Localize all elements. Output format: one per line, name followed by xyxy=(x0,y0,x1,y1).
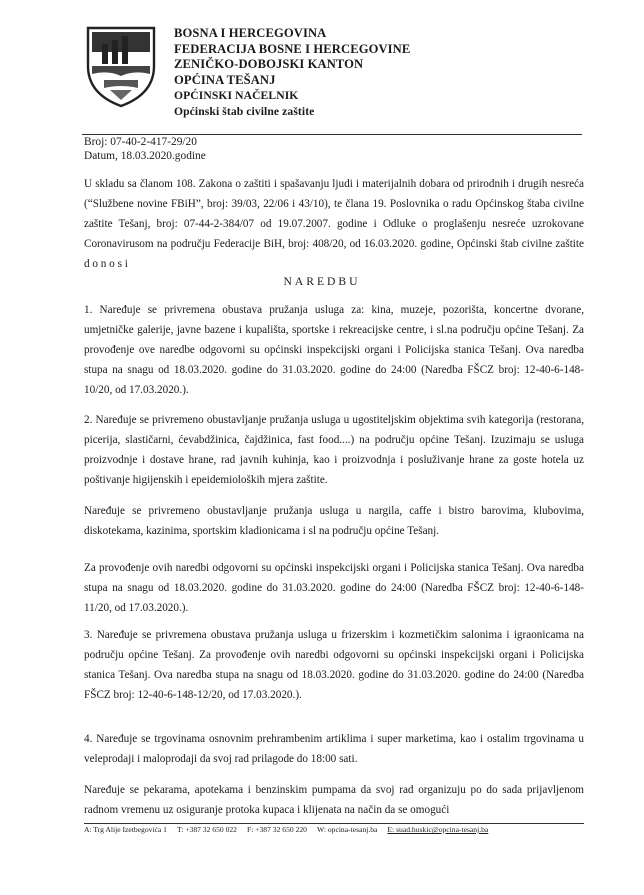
header-country: BOSNA I HERCEGOVINA xyxy=(174,26,327,40)
institution-header xyxy=(174,26,494,120)
document-meta xyxy=(84,135,206,164)
header-federation: FEDERACIJA BOSNE I HERCEGOVINE xyxy=(174,41,411,56)
intro-paragraph: U skladu sa članom 108. Zakona o zaštiti i spašavanju ljudi i materijalnih dobara od prirodnih i drugih nesreća (“Službene novine FBiH”, broj: 39/03, 22/06 i 43/10), te člana 19. Poslovnika o radu Općinskog štaba civilne zaštite Tešanj, broj: 07-44-2-384/07 od 19.07.2007. godine i Odluke o proglašenju nesreće uzrokovane Coronavirusom na području Federacije BiH, broj: 408/20, od 16.03.2020. godine, Općinski štab civilne zaštite d o n o s i xyxy=(84,178,584,270)
footer-address: A: Trg Alije Izetbegovića 1 xyxy=(84,825,167,834)
paragraph-5: 3. Naređuje se privremena obustava pružanja usluga u frizerskim i kozmetičkim salonima i igraonicama na području općine Tešanj. Za provođenje ovih naredbi odgovorni su općinski inspekcijski organi i Policijska stanica Tešanj. Ova naredba stupa na snagu od 18.03.2020. godine do 31.03.2020. godine do 24:00 (Naredba FŠCZ broj: 12-40-6-148-12/20, od 17.03.2020.). xyxy=(84,629,584,701)
document-title: NAREDBU xyxy=(283,275,361,288)
footer-contacts xyxy=(84,825,594,834)
header-canton: ZENIČKO-DOBOJSKI KANTON xyxy=(174,57,364,72)
footer-fax: F: +387 32 650 220 xyxy=(246,825,307,834)
footer-website: W: opcina-tesanj.ba xyxy=(316,825,378,834)
paragraph-6: 4. Naređuje se trgovinama osnovnim prehrambenim artiklima i super marketima, kao i ostalim trgovinama u veleprodaji i maloprodaji da svoj rad prilagode do 18:00 sati. xyxy=(84,733,584,765)
footer-divider xyxy=(84,823,584,824)
header-civil-protection: Općinski štab civilne zaštite xyxy=(174,104,315,118)
header-municipality: OPĆINA TEŠANJ xyxy=(174,72,276,87)
paragraph-2: 2. Naređuje se privremeno obustavljanje pružanja usluga u ugostiteljskim objektima svih kategorija (restorana, picerija, slastičarni, ćevabdžinica, čajdžinica, fast food....) na području općine Tešanj. Izuzimaju se usluga proizvodnje i dostave hrane, rad javnih kuhinja, kao i proizvodnja i posluživanje hrane za goste hotela uz poštivanje higijenskih i epeidemioloških mjera zaštite. xyxy=(84,414,584,486)
header-mayor: OPĆINSKI NAČELNIK xyxy=(174,89,299,103)
footer-phone: T: +387 32 650 022 xyxy=(176,825,237,834)
footer-email: E: suad.huskic@opcina-tesanj.ba xyxy=(387,825,489,834)
paragraph-4: Za provođenje ovih naredbi odgovorni su općinski inspekcijski organi i Policijska stanica Tešanj. Ova naredba stupa na snagu od 18.03.2020. godine do 31.03.2020. godine do 24:00 (Naredba FŠCZ broj: 12-40-6-148-11/20, od 17.03.2020.). xyxy=(84,562,584,614)
paragraph-7: Naređuje se pekarama, apotekama i benzinskim pumpama da svoj rad organizuju po do sada prijavljenom radnom vremenu uz osiguranje protoka kupaca i klijenata na način da se omogući xyxy=(84,784,584,816)
paragraph-1: 1. Naređuje se privremena obustava pružanja usluga za: kina, muzeje, pozorišta, koncertne dvorane, umjetničke galerije, javne bazene i kupališta, sportske i rekreacijske centre, i sl.na području općine Tešanj. Za provođenje ove naredbe odgovorni su općinski inspekcijski organi i Policijska stanica Tešanj. Ova naredba stupa na snagu od 18.03.2020. godine do 31.03.2020. godine do 24:00 (Naredba FŠCZ broj: 12-40-6-148-10/20, od 17.03.2020.). xyxy=(84,304,584,396)
coat-of-arms-logo xyxy=(84,22,158,108)
paragraph-3: Naređuje se privremeno obustavljanje pružanja usluga u nargila, caffe i bistro barovima, klubovima, diskotekama, kazinima, sportskim kladionicama i sl na području općine Tešanj. xyxy=(84,505,584,537)
document-number: Broj: 07-40-2-417-29/20 xyxy=(84,136,197,148)
document-date: Datum, 18.03.2020.godine xyxy=(84,150,206,163)
